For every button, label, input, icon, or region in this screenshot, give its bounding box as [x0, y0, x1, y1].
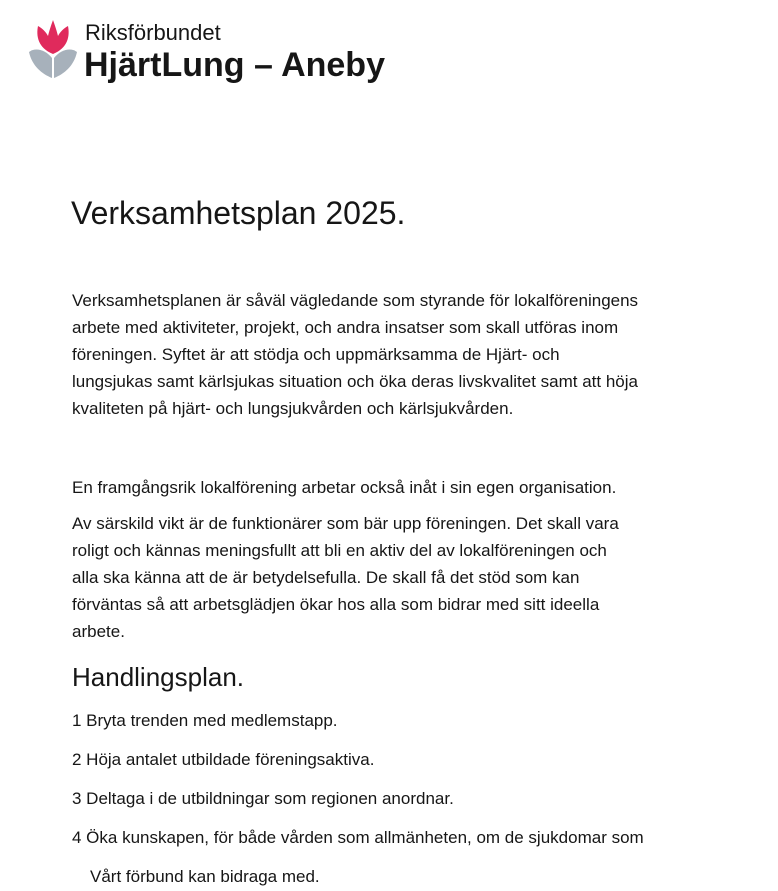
volunteers-paragraph: [72, 510, 619, 645]
paragraph-line: roligt och kännas meningsfullt att bli en aktiv del av lokalföreningen och: [72, 541, 607, 560]
paragraph-line: lungsjukas samt kärlsjukas situation och öka deras livskvalitet samt att höja: [72, 372, 638, 391]
list-item: 3 Deltaga i de utbildningar som regionen anordnar.: [72, 789, 454, 808]
intro-paragraph: [72, 287, 638, 422]
logo-left-leaf: [29, 50, 52, 78]
logo-tulip-shape: [37, 20, 68, 54]
inward-paragraph: [72, 474, 616, 501]
document-title: Verksamhetsplan 2025.: [71, 195, 406, 231]
association-name: HjärtLung – Aneby: [84, 46, 385, 84]
list-item: 1 Bryta trenden med medlemstapp.: [72, 711, 338, 730]
paragraph-line: Av särskild vikt är de funktionärer som bär upp föreningen. Det skall vara: [72, 514, 619, 533]
list-item-continuation: Vårt förbund kan bidraga med.: [90, 867, 320, 886]
section-heading: Handlingsplan.: [72, 662, 245, 692]
list-item: 2 Höja antalet utbildade föreningsaktiva.: [72, 750, 375, 769]
paragraph-line: Verksamhetsplanen är såväl vägledande som styrande för lokalföreningens: [72, 291, 639, 310]
paragraph-line: En framgångsrik lokalförening arbetar också inåt i sin egen organisation.: [72, 478, 617, 497]
paragraph-line: kvaliteten på hjärt- och lungsjukvården och kärlsjukvården.: [72, 399, 514, 418]
paragraph-line: alla ska känna att de är betydelsefulla. De skall få det stöd som kan: [72, 568, 580, 587]
paragraph-line: förväntas så att arbetsglädjen ökar hos alla som bidrar med sitt ideella: [72, 595, 600, 614]
paragraph-line: arbete med aktiviteter, projekt, och andra insatser som skall utföras inom: [72, 318, 619, 337]
paragraph-line: arbete.: [72, 622, 125, 641]
org-line: Riksförbundet: [85, 20, 221, 45]
logo-right-leaf: [54, 50, 77, 78]
list-item: 4 Öka kunskapen, för både vården som allmänheten, om de sjukdomar som: [72, 828, 644, 847]
paragraph-line: föreningen. Syftet är att stödja och uppmärksamma de Hjärt- och: [72, 345, 560, 364]
action-plan-list: [72, 709, 644, 889]
heart-lung-logo-icon: [28, 18, 78, 80]
